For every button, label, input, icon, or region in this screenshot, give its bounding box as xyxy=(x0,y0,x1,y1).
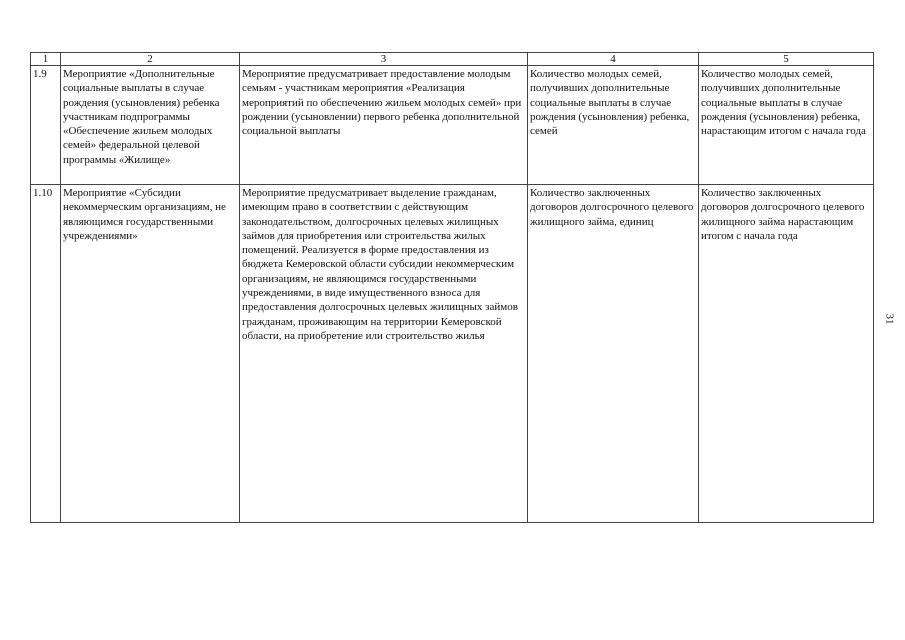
row-number: 1.10 xyxy=(31,185,61,523)
header-row xyxy=(31,53,874,66)
header-col-1: 1 xyxy=(31,53,61,66)
indicator-name: Количество молодых семей, получивших дополнительные социальные выплаты в случае рождения (усыновления) ребенка, семей xyxy=(528,66,699,185)
indicator-method: Количество молодых семей, получивших дополнительные социальные выплаты в случае рождения (усыновления) ребенка, нарастающим итогом с начала года xyxy=(699,66,874,185)
measure-name: Мероприятие «Субсидии некоммерческим организациям, не являющимся государственными учреждениями» xyxy=(61,185,240,523)
program-table xyxy=(30,52,874,523)
measure-name: Мероприятие «Дополнительные социальные выплаты в случае рождения (усыновления) ребенка участникам подпрограммы «Обеспечение жильем молодых семей» федеральной целевой программы «Жилище» xyxy=(61,66,240,185)
table-row xyxy=(31,185,874,523)
measure-description: Мероприятие предусматривает выделение гражданам, имеющим право в соответствии с действующим законодательством, долгосрочных целевых жилищных займов для приобретения или строительства жилых помещений. Реализуется в форме предоставления из бюджета Кемеровской области субсидии некоммерческим организациям, не являющимся государственными учреждениями, в виде имущественного взноса для предоставления долгосрочных целевых жилищных займов гражданам, проживающим на территории Кемеровской области, на приобретение или строительство жилья xyxy=(240,185,528,523)
page-number: 31 xyxy=(883,313,896,325)
indicator-name: Количество заключенных договоров долгосрочного целевого жилищного займа, единиц xyxy=(528,185,699,523)
header-col-3: 3 xyxy=(240,53,528,66)
table-row xyxy=(31,66,874,185)
indicator-method: Количество заключенных договоров долгосрочного целевого жилищного займа нарастающим итогом с начала года xyxy=(699,185,874,523)
row-number: 1.9 xyxy=(31,66,61,185)
measure-description: Мероприятие предусматривает предоставление молодым семьям - участникам мероприятия «Реализация мероприятий по обеспечению жильем молодых семей» при рождении (усыновлении) первого ребенка дополнительной социальной выплаты xyxy=(240,66,528,185)
header-col-4: 4 xyxy=(528,53,699,66)
header-col-2: 2 xyxy=(61,53,240,66)
header-col-5: 5 xyxy=(699,53,874,66)
